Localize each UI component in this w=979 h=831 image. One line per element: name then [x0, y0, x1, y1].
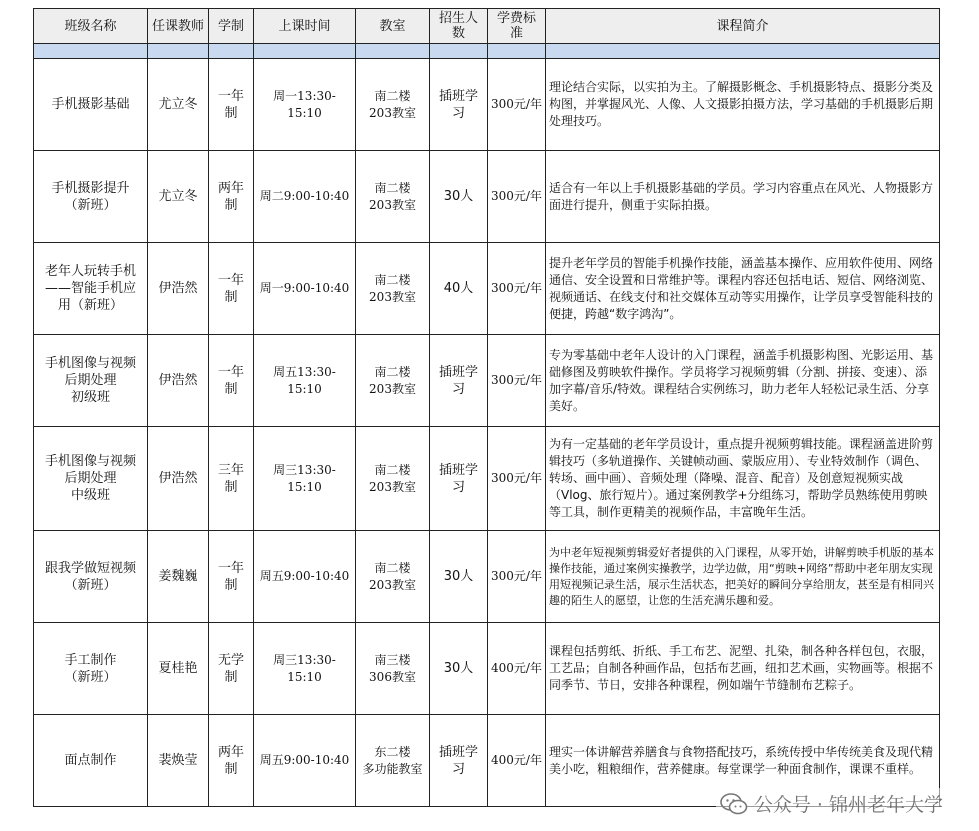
class-name-line: 跟我学做短视频 — [44, 560, 136, 576]
table-row — [34, 623, 940, 715]
table-header — [34, 9, 940, 59]
cell-system: 一年制 — [209, 243, 254, 335]
cell-intro: 理实一体讲解营养膳食与食物搭配技巧，系统传授中华传统美食及现代精美小吃，粗粮细作，营养健康。每堂课学一种面食制作，课课不重样。 — [546, 715, 940, 807]
cell-intro: 专为零基础中老年人设计的入门课程，涵盖手机摄影构图、光影运用、基础修图及剪映软件操作。学员将学习视频剪辑（分割、拼接、变速）、添加字幕/音乐/特效。课程结合实例练习，助力老年人轻松记录生活、分享美好。 — [546, 335, 940, 427]
room-line: 203教室 — [369, 105, 416, 120]
course-table — [33, 8, 940, 807]
cell-time: 周三13:30-15:10 — [254, 427, 356, 531]
cell-quota: 插班学习 — [430, 335, 488, 427]
cell-quota: 40人 — [430, 243, 488, 335]
cell-quota: 插班学习 — [430, 715, 488, 807]
class-name-line: 手机图像与视频 — [44, 356, 136, 371]
header-system: 学制 — [209, 9, 254, 44]
table-row — [34, 531, 940, 623]
cell-time: 周一13:30-15:10 — [254, 59, 356, 151]
cell-class-name — [34, 243, 148, 335]
class-name-line: 后期处理 — [64, 471, 117, 486]
cell-teacher: 伊浩然 — [148, 427, 209, 531]
cell-room — [356, 623, 430, 715]
room-line: 南二楼 — [374, 88, 411, 103]
cell-system: 无学制 — [209, 623, 254, 715]
header-row — [34, 9, 940, 44]
cell-quota: 插班学习 — [430, 59, 488, 151]
cell-system: 三年制 — [209, 427, 254, 531]
cell-quota: 30人 — [430, 151, 488, 243]
cell-teacher: 裴焕莹 — [148, 715, 209, 807]
table-row — [34, 59, 940, 151]
room-line: 203教室 — [369, 197, 416, 212]
cell-teacher: 夏桂艳 — [148, 623, 209, 715]
cell-class-name — [34, 623, 148, 715]
room-line: 南二楼 — [374, 462, 411, 477]
table-row — [34, 243, 940, 335]
room-line: 306教室 — [369, 669, 416, 684]
table-row — [34, 335, 940, 427]
cell-intro: 适合有一年以上手机摄影基础的学员。学习内容重点在风光、人物摄影方面进行提升，侧重于实际拍摄。 — [546, 151, 940, 243]
cell-class-name — [34, 531, 148, 623]
cell-room — [356, 59, 430, 151]
room-line: 南二楼 — [374, 272, 411, 287]
class-name-line: 后期处理 — [64, 373, 117, 388]
room-line: 多功能教室 — [362, 761, 423, 776]
cell-class-name — [34, 427, 148, 531]
header-quota: 招生人数 — [430, 9, 488, 44]
header-time: 上课时间 — [254, 9, 356, 44]
class-name-line: 老年人玩转手机 — [44, 264, 136, 279]
class-name-line: 手机摄影提升 — [51, 180, 130, 196]
cell-class-name — [34, 151, 148, 243]
table-row — [34, 151, 940, 243]
room-line: 南二楼 — [374, 364, 411, 379]
room-line: 南三楼 — [374, 652, 411, 667]
cell-time: 周一9:00-10:40 — [254, 243, 356, 335]
cell-room — [356, 243, 430, 335]
cell-time: 周三13:30-15:10 — [254, 623, 356, 715]
header-fee: 学费标准 — [488, 9, 546, 44]
cell-fee: 400元/年 — [488, 623, 546, 715]
cell-teacher: 尤立冬 — [148, 151, 209, 243]
class-name-line: （新班） — [64, 577, 117, 593]
cell-quota: 30人 — [430, 623, 488, 715]
cell-teacher: 尤立冬 — [148, 59, 209, 151]
room-line: 南二楼 — [374, 560, 411, 575]
cell-class-name — [34, 335, 148, 427]
room-line: 203教室 — [369, 289, 416, 304]
room-line: 203教室 — [369, 479, 416, 494]
cell-system: 两年制 — [209, 151, 254, 243]
cell-fee: 300元/年 — [488, 335, 546, 427]
class-name-line: 手机图像与视频 — [44, 454, 136, 469]
cell-time: 周二9:00-10:40 — [254, 151, 356, 243]
room-line: 南二楼 — [374, 180, 411, 195]
cell-class-name — [34, 59, 148, 151]
class-name-line: 用（新班） — [57, 298, 123, 313]
cell-intro: 理论结合实际，以实拍为主。了解摄影概念、手机摄影特点、摄影分类及构图，并掌握风光、人像、人文摄影拍摄方法，学习基础的手机摄影后期处理技巧。 — [546, 59, 940, 151]
cell-fee: 300元/年 — [488, 243, 546, 335]
cell-time: 周五9:00-10:40 — [254, 531, 356, 623]
class-name-line: 手工制作 — [64, 652, 117, 668]
room-line: 203教室 — [369, 381, 416, 396]
header-room: 教室 — [356, 9, 430, 44]
watermark-text: 公众号 · 锦州老年大学 — [753, 794, 943, 816]
cell-class-name — [34, 715, 148, 807]
room-line: 东二楼 — [374, 744, 411, 759]
cell-time: 周五13:30-15:10 — [254, 335, 356, 427]
cell-time: 周五9:00-10:40 — [254, 715, 356, 807]
class-name-line: （新班） — [64, 669, 117, 685]
cell-system: 一年制 — [209, 59, 254, 151]
cell-system: 一年制 — [209, 335, 254, 427]
header-class-name: 班级名称 — [34, 9, 148, 44]
cell-system: 一年制 — [209, 531, 254, 623]
header-intro: 课程简介 — [546, 9, 940, 44]
class-name-line: （新班） — [64, 197, 117, 213]
cell-intro: 为中老年短视频剪辑爱好者提供的入门课程，从零开始，讲解剪映手机版的基本操作技能，通过案例实操教学，边学边做，用“剪映+网络”帮助中老年朋友实现用短视频记录生活，展示生活状态，把美好的瞬间分享给朋友，甚至是有相同兴趣的陌生人的愿望，让您的生活充满乐趣和爱。 — [546, 531, 940, 623]
class-name-line: 初级班 — [70, 390, 110, 405]
table-row — [34, 427, 940, 531]
cell-teacher: 伊浩然 — [148, 335, 209, 427]
cell-intro: 为有一定基础的老年学员设计，重点提升视频剪辑技能。课程涵盖进阶剪辑技巧（多轨道操作、关键帧动画、蒙版应用）、专业特效制作（调色、转场、画中画）、音频处理（降噪、混音、配音）及创意短视频实战（Vlog、旅行短片）。通过案例教学+分组练习，帮助学员熟练使用剪映等工具，制作更精美的视频作品，丰富晚年生活。 — [546, 427, 940, 531]
cell-fee: 400元/年 — [488, 715, 546, 807]
cell-fee: 300元/年 — [488, 151, 546, 243]
cell-fee: 300元/年 — [488, 531, 546, 623]
table-body — [34, 59, 940, 807]
header-teacher: 任课教师 — [148, 9, 209, 44]
cell-room — [356, 427, 430, 531]
cell-system: 两年制 — [209, 715, 254, 807]
class-name-line: 中级班 — [70, 488, 110, 503]
header-band — [34, 44, 940, 59]
class-name-line: 手机摄影基础 — [51, 97, 130, 112]
class-name-line: ——智能手机应 — [44, 281, 136, 296]
cell-intro: 课程包括剪纸、折纸、手工布艺、泥塑、扎染，制各种各样包包，衣服，工艺品；自制各种画作品，包括布艺画，纽扣艺术画，实物画等。根据不同季节、节日，安排各种课程，例如端午节缝制布艺粽子。 — [546, 623, 940, 715]
cell-teacher: 伊浩然 — [148, 243, 209, 335]
cell-room — [356, 151, 430, 243]
cell-quota: 30人 — [430, 531, 488, 623]
cell-room — [356, 715, 430, 807]
cell-fee: 300元/年 — [488, 427, 546, 531]
cell-teacher: 姜魏巍 — [148, 531, 209, 623]
watermark — [716, 788, 947, 819]
wechat-icon — [720, 793, 748, 815]
class-name-line: 面点制作 — [64, 753, 117, 768]
cell-room — [356, 335, 430, 427]
cell-room — [356, 531, 430, 623]
cell-intro: 提升老年学员的智能手机操作技能，涵盖基本操作、应用软件使用、网络通信、安全设置和日常维护等。课程内容还包括电话、短信、网络浏览、视频通话、在线支付和社交媒体互动等实用操作，让学员享受智能科技的便捷，跨越“数字鸿沟”。 — [546, 243, 940, 335]
cell-quota: 插班学习 — [430, 427, 488, 531]
room-line: 203教室 — [369, 577, 416, 592]
cell-fee: 300元/年 — [488, 59, 546, 151]
